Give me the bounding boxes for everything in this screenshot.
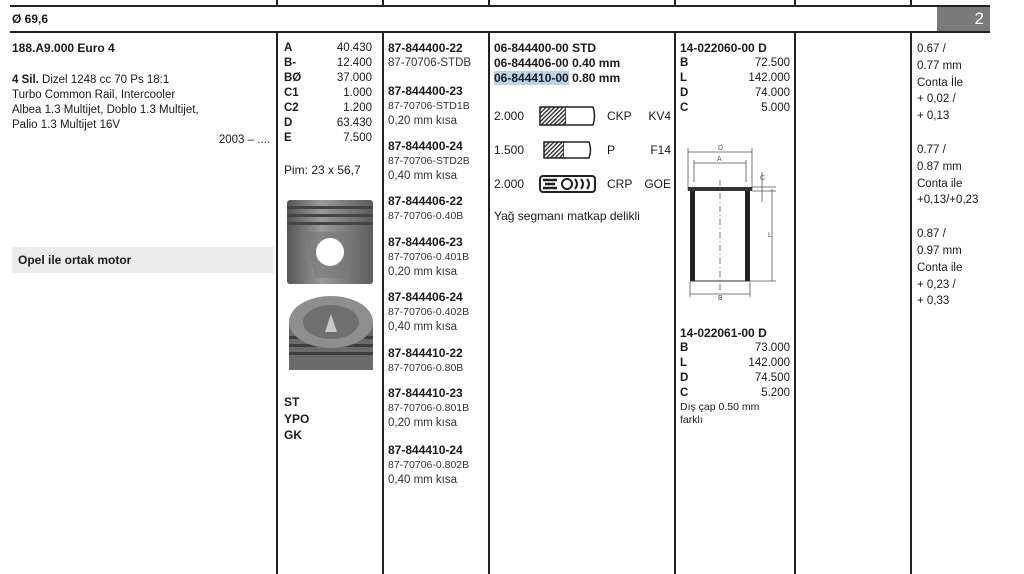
part-group: 87-844406-23 87-70706-0.401B 0,20 mm kısa (388, 235, 470, 278)
piston-side-image (285, 198, 375, 286)
ring-set: 06-844410-00 0.80 mm (494, 71, 621, 85)
liner-dim: L 142.000 (680, 357, 790, 369)
part-group: 87-844406-24 87-70706-0.402B 0,40 mm kısa (388, 290, 470, 333)
ring-row: 2.000 CRP GOE (494, 167, 672, 201)
engine-spec-line4: Palio 1.3 Multijet 16V (12, 119, 121, 131)
engine-code: 188.A9.000 Euro 4 (12, 41, 115, 55)
part-group: 87-844400-24 87-70706-STD2B 0,40 mm kısa (388, 139, 470, 182)
part-group: 87-844410-23 87-70706-0.801B 0,20 mm kısa (388, 386, 470, 429)
col-divider (488, 0, 490, 6)
liner-note: Dış çap 0.50 mm (680, 401, 760, 413)
col-divider (674, 0, 676, 6)
pin-size: Pim: 23 x 56,7 (284, 163, 361, 177)
col-divider (276, 32, 278, 574)
shared-engine-note: Opel ile ortak motor (12, 247, 274, 273)
engine-spec-line3: Albea 1.3 Multijet, Doblo 1.3 Multijet, (12, 104, 199, 116)
tag-ypo: YPO (284, 411, 310, 426)
part-group: 87-844410-24 87-70706-0.802B 0,40 mm kısa (388, 443, 470, 486)
liner-1 (680, 41, 790, 116)
highlighted-ring-code: 06-844410-00 (494, 71, 569, 85)
gasket-note-group: 0.67 / 0.77 mm Conta İle + 0,02 / + 0,13 (917, 43, 964, 123)
dim-row: BØ 37.000 (284, 72, 372, 84)
ring-specs (494, 99, 672, 201)
engine-spec-line1: 4 Sil. Dizel 1248 cc 70 Ps 18:1 (12, 74, 170, 86)
piston-dimensions (284, 41, 378, 178)
ring-row: 1.500 P F14 (494, 133, 672, 167)
svg-text:B: B (718, 295, 723, 302)
liner-dim: B 73.000 (680, 342, 790, 354)
svg-text:D: D (718, 145, 724, 152)
liner-dim: D 74.500 (680, 372, 790, 384)
svg-text:C: C (760, 175, 766, 182)
piston-crown-image (287, 292, 375, 372)
scraper-ring-icon (539, 139, 597, 161)
top-rule (10, 5, 990, 7)
gasket-note-group: 0.77 / 0.87 mm Conta ile +0,13/+0,23 (917, 143, 979, 207)
col-divider (382, 32, 384, 574)
col-divider (794, 32, 796, 574)
engine-spec-line2: Turbo Common Rail, Intercooler (12, 89, 176, 101)
part-group: 87-844400-23 87-70706-STD1B 0,20 mm kısa (388, 84, 470, 127)
liner-dim: L 142.000 (680, 72, 790, 84)
part-group: 87-844410-22 87-70706-0.80B (388, 346, 464, 374)
ring-set: 06-844400-00 STD (494, 41, 597, 55)
col-divider (794, 0, 796, 6)
part-group: 87-844400-22 87-70706-STDB (388, 41, 472, 69)
dim-row: D 63.430 (284, 117, 372, 129)
engine-years: 2003 – .... (218, 134, 270, 146)
col-divider (910, 0, 912, 6)
piston-part-list (388, 41, 486, 488)
svg-text:L: L (768, 232, 772, 239)
oil-ring-note: Yağ segmanı matkap delikli (494, 209, 640, 223)
piston-tags (284, 394, 309, 444)
compression-ring-icon (539, 105, 597, 127)
gasket-notes (917, 41, 1017, 310)
dim-row: A 40.430 (284, 42, 372, 54)
col-divider (910, 32, 912, 574)
ring-row: 2.000 CKP KV4 (494, 99, 672, 133)
cylinders: 4 Sil. (12, 74, 39, 86)
section-rule (10, 31, 990, 33)
section-diameter: Ø 69,6 (12, 12, 49, 26)
page-number-badge: 2 (937, 7, 990, 31)
ring-sets (494, 41, 672, 86)
liner-dim: D 74.000 (680, 87, 790, 99)
col-divider (674, 32, 676, 574)
dim-row: B- 12.400 (284, 57, 372, 69)
liner-2 (680, 326, 790, 427)
gasket-note-group: 0.87 / 0.97 mm Conta ile + 0,23 / + 0,33 (917, 228, 963, 308)
liner-code: 14-022060-00 D (680, 41, 767, 55)
liner-dim: B 72.500 (680, 57, 790, 69)
oil-ring-icon (539, 173, 597, 195)
engine-info (12, 41, 270, 148)
ring-set: 06-844406-00 0.40 mm (494, 56, 621, 70)
dim-row: C2 1.200 (284, 102, 372, 114)
cylinder-liner-diagram (684, 142, 784, 302)
col-divider (382, 0, 384, 6)
tag-st: ST (284, 395, 300, 409)
dim-row: C1 1.000 (284, 87, 372, 99)
svg-text:A: A (717, 156, 722, 163)
col-divider (488, 32, 490, 574)
col-divider (276, 0, 278, 6)
liner-dim: C 5.200 (680, 387, 790, 399)
liner-dim: C 5.000 (680, 102, 790, 114)
dim-row: E 7.500 (284, 132, 372, 144)
part-group: 87-844406-22 87-70706-0.40B (388, 194, 464, 222)
tag-gk: GK (284, 428, 302, 442)
liner-code: 14-022061-00 D (680, 326, 767, 340)
liner-note: farklı (680, 414, 703, 426)
